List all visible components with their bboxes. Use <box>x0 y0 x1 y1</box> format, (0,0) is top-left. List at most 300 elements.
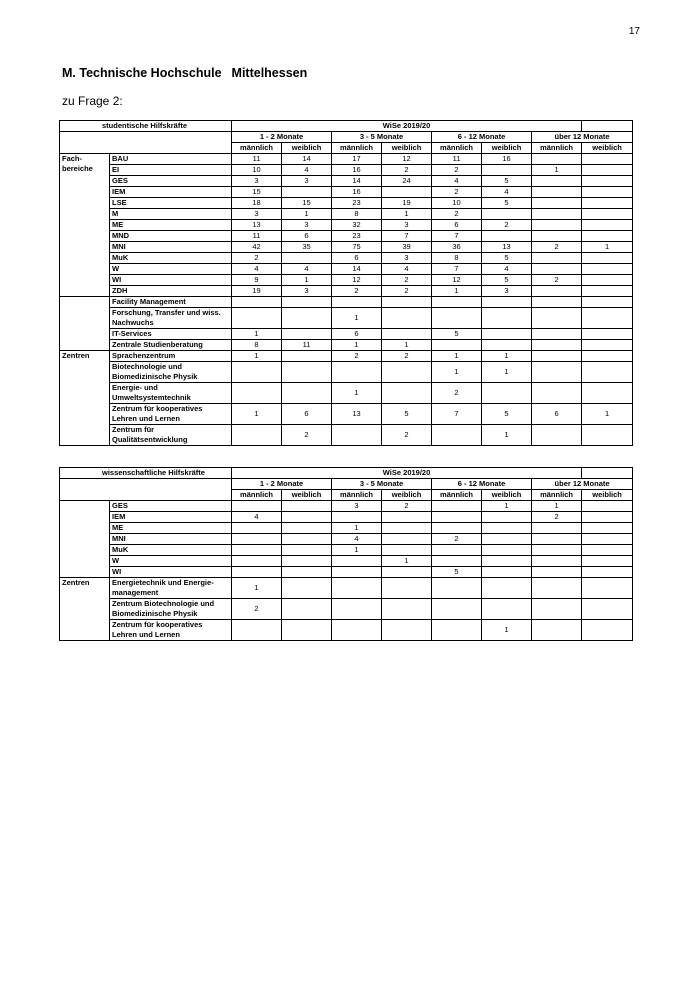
value-cell: 39 <box>382 242 432 253</box>
value-cell <box>282 329 332 340</box>
value-cell <box>232 425 282 446</box>
value-cell: 5 <box>482 198 532 209</box>
value-cell: 2 <box>432 165 482 176</box>
row-label: Zentrum Biotechnologie und Biomedizinische Physik <box>110 599 232 620</box>
period-header: 3 - 5 Monate <box>332 132 432 143</box>
group-label-line: Fach- <box>62 154 83 163</box>
value-cell: 1 <box>382 340 432 351</box>
value-cell: 2 <box>332 351 382 362</box>
value-cell <box>582 351 633 362</box>
value-cell <box>582 567 633 578</box>
value-cell: 13 <box>232 220 282 231</box>
row-label: MuK <box>110 545 232 556</box>
period-header: 6 - 12 Monate <box>432 479 532 490</box>
value-cell: 7 <box>432 404 482 425</box>
row-label: BAU <box>110 154 232 165</box>
gender-header: männlich <box>232 143 282 154</box>
value-cell <box>582 534 633 545</box>
value-cell: 5 <box>482 176 532 187</box>
group-label-line: Zentren <box>62 351 90 360</box>
row-label: MNI <box>110 534 232 545</box>
value-cell <box>482 308 532 329</box>
value-cell: 5 <box>432 329 482 340</box>
value-cell <box>382 329 432 340</box>
value-cell <box>482 329 532 340</box>
value-cell <box>532 523 582 534</box>
value-cell <box>532 425 582 446</box>
value-cell <box>532 340 582 351</box>
value-cell: 15 <box>282 198 332 209</box>
value-cell <box>482 297 532 308</box>
value-cell: 3 <box>382 253 432 264</box>
value-cell <box>382 187 432 198</box>
value-cell: 2 <box>232 253 282 264</box>
value-cell <box>282 556 332 567</box>
value-cell: 32 <box>332 220 382 231</box>
value-cell: 19 <box>382 198 432 209</box>
value-cell: 2 <box>382 275 432 286</box>
value-cell <box>482 523 532 534</box>
table-row <box>60 425 633 446</box>
row-label: WI <box>110 275 232 286</box>
row-label: ME <box>110 523 232 534</box>
value-cell: 2 <box>332 286 382 297</box>
value-cell: 11 <box>232 154 282 165</box>
table-row <box>60 286 633 297</box>
value-cell <box>332 567 382 578</box>
value-cell: 24 <box>382 176 432 187</box>
value-cell: 42 <box>232 242 282 253</box>
value-cell: 19 <box>232 286 282 297</box>
table-row <box>60 308 633 329</box>
value-cell <box>282 523 332 534</box>
value-cell: 17 <box>332 154 382 165</box>
value-cell <box>382 308 432 329</box>
value-cell <box>482 340 532 351</box>
row-label: IT-Services <box>110 329 232 340</box>
value-cell: 1 <box>482 501 532 512</box>
value-cell <box>482 599 532 620</box>
value-cell: 5 <box>432 567 482 578</box>
row-label: GES <box>110 501 232 512</box>
table-row <box>60 297 633 308</box>
value-cell <box>282 501 332 512</box>
table-row <box>60 599 633 620</box>
period-header: über 12 Monate <box>532 479 633 490</box>
value-cell <box>582 187 633 198</box>
value-cell: 1 <box>332 523 382 534</box>
value-cell <box>532 556 582 567</box>
value-cell <box>582 154 633 165</box>
table-row <box>60 176 633 187</box>
value-cell: 10 <box>432 198 482 209</box>
table-row <box>60 523 633 534</box>
value-cell <box>582 176 633 187</box>
value-cell <box>332 425 382 446</box>
row-label: Zentrum für kooperatives Lehren und Lernen <box>110 404 232 425</box>
value-cell: 3 <box>282 286 332 297</box>
value-cell: 1 <box>532 165 582 176</box>
value-cell <box>532 297 582 308</box>
value-cell <box>582 308 633 329</box>
value-cell: 1 <box>532 501 582 512</box>
row-label: Energietechnik und Energie- management <box>110 578 232 599</box>
value-cell <box>282 599 332 620</box>
value-cell: 1 <box>482 425 532 446</box>
value-cell <box>232 297 282 308</box>
value-cell: 2 <box>532 512 582 523</box>
page-number: 17 <box>628 26 640 37</box>
value-cell: 1 <box>282 275 332 286</box>
value-cell: 5 <box>482 404 532 425</box>
value-cell: 2 <box>232 599 282 620</box>
gender-header: weiblich <box>282 490 332 501</box>
value-cell <box>282 297 332 308</box>
table-row <box>60 404 633 425</box>
value-cell <box>382 534 432 545</box>
value-cell <box>532 286 582 297</box>
value-cell: 4 <box>232 264 282 275</box>
row-label: WI <box>110 567 232 578</box>
value-cell: 1 <box>332 340 382 351</box>
period-header: 1 - 2 Monate <box>232 132 332 143</box>
value-cell: 5 <box>482 275 532 286</box>
value-cell: 18 <box>232 198 282 209</box>
value-cell <box>382 512 432 523</box>
table-row <box>60 329 633 340</box>
table-row <box>60 362 633 383</box>
value-cell <box>482 383 532 404</box>
value-cell <box>432 545 482 556</box>
value-cell <box>532 534 582 545</box>
value-cell <box>382 297 432 308</box>
student-assistants-table <box>59 120 633 446</box>
value-cell: 8 <box>332 209 382 220</box>
table-title: studentische Hilfskräfte <box>60 121 232 132</box>
value-cell: 6 <box>332 329 382 340</box>
value-cell <box>332 578 382 599</box>
value-cell <box>582 501 633 512</box>
value-cell <box>582 523 633 534</box>
value-cell <box>432 512 482 523</box>
value-cell: 1 <box>582 242 633 253</box>
table-row <box>60 578 633 599</box>
value-cell: 14 <box>332 264 382 275</box>
table-row <box>60 545 633 556</box>
period-header-row <box>60 479 633 490</box>
value-cell <box>532 220 582 231</box>
value-cell: 2 <box>432 209 482 220</box>
row-label: MNI <box>110 242 232 253</box>
row-label: Forschung, Transfer und wiss. Nachwuchs <box>110 308 232 329</box>
value-cell: 3 <box>382 220 432 231</box>
value-cell <box>482 165 532 176</box>
value-cell <box>382 362 432 383</box>
value-cell <box>432 556 482 567</box>
value-cell <box>582 599 633 620</box>
value-cell: 6 <box>432 220 482 231</box>
value-cell: 3 <box>282 176 332 187</box>
table-row <box>60 209 633 220</box>
value-cell <box>232 308 282 329</box>
value-cell <box>232 501 282 512</box>
value-cell: 6 <box>332 253 382 264</box>
value-cell <box>232 545 282 556</box>
value-cell <box>532 383 582 404</box>
value-cell <box>532 362 582 383</box>
value-cell <box>482 556 532 567</box>
value-cell: 2 <box>482 220 532 231</box>
table-row <box>60 383 633 404</box>
value-cell <box>382 523 432 534</box>
value-cell <box>382 599 432 620</box>
value-cell: 7 <box>382 231 432 242</box>
page-title-institution: M. Technische Hochschule <box>62 66 222 80</box>
value-cell: 13 <box>482 242 532 253</box>
row-label: ME <box>110 220 232 231</box>
value-cell <box>582 340 633 351</box>
value-cell: 1 <box>332 383 382 404</box>
value-cell <box>582 578 633 599</box>
gender-header: männlich <box>232 490 282 501</box>
value-cell: 8 <box>232 340 282 351</box>
value-cell <box>382 567 432 578</box>
value-cell <box>232 523 282 534</box>
value-cell <box>482 567 532 578</box>
value-cell: 1 <box>232 404 282 425</box>
value-cell <box>432 599 482 620</box>
period-header-row <box>60 132 633 143</box>
value-cell <box>532 264 582 275</box>
value-cell: 15 <box>232 187 282 198</box>
value-cell <box>282 383 332 404</box>
row-label: MuK <box>110 253 232 264</box>
value-cell <box>282 545 332 556</box>
value-cell: 12 <box>432 275 482 286</box>
value-cell: 4 <box>332 534 382 545</box>
value-cell <box>382 383 432 404</box>
row-label: Facility Management <box>110 297 232 308</box>
table-row <box>60 275 633 286</box>
value-cell: 11 <box>232 231 282 242</box>
value-cell <box>482 545 532 556</box>
table-row <box>60 512 633 523</box>
value-cell <box>582 220 633 231</box>
value-cell: 16 <box>482 154 532 165</box>
table-header-row <box>60 468 633 479</box>
row-label: IEM <box>110 512 232 523</box>
value-cell: 4 <box>282 264 332 275</box>
value-cell: 1 <box>332 308 382 329</box>
table-row <box>60 231 633 242</box>
value-cell: 14 <box>332 176 382 187</box>
value-cell <box>282 362 332 383</box>
value-cell: 8 <box>432 253 482 264</box>
gender-header: weiblich <box>482 143 532 154</box>
gender-header: weiblich <box>482 490 532 501</box>
value-cell: 3 <box>232 176 282 187</box>
value-cell: 3 <box>482 286 532 297</box>
page-title <box>62 66 307 80</box>
value-cell: 3 <box>282 220 332 231</box>
value-cell <box>282 578 332 599</box>
row-label: Sprachenzentrum <box>110 351 232 362</box>
gender-header: weiblich <box>582 490 633 501</box>
value-cell: 2 <box>432 534 482 545</box>
value-cell <box>382 578 432 599</box>
value-cell <box>482 512 532 523</box>
value-cell: 2 <box>382 425 432 446</box>
value-cell <box>532 187 582 198</box>
value-cell <box>532 545 582 556</box>
value-cell: 2 <box>382 165 432 176</box>
row-label: IEM <box>110 187 232 198</box>
value-cell <box>532 329 582 340</box>
value-cell <box>432 308 482 329</box>
row-label: LSE <box>110 198 232 209</box>
value-cell: 3 <box>232 209 282 220</box>
row-label: Energie- und Umweltsystemtechnik <box>110 383 232 404</box>
semester-header: WiSe 2019/20 <box>232 468 582 479</box>
table-row <box>60 567 633 578</box>
table-row <box>60 165 633 176</box>
value-cell: 2 <box>382 501 432 512</box>
group-label-zentren <box>60 351 110 446</box>
period-header: 6 - 12 Monate <box>432 132 532 143</box>
row-label: Zentrale Studienberatung <box>110 340 232 351</box>
value-cell <box>582 297 633 308</box>
page-title-location: Mittelhessen <box>231 66 308 80</box>
gender-header: männlich <box>532 143 582 154</box>
value-cell <box>532 176 582 187</box>
value-cell: 1 <box>482 362 532 383</box>
value-cell: 7 <box>432 264 482 275</box>
value-cell <box>582 329 633 340</box>
period-header: über 12 Monate <box>532 132 633 143</box>
table-row <box>60 220 633 231</box>
value-cell: 1 <box>332 545 382 556</box>
value-cell: 7 <box>432 231 482 242</box>
value-cell <box>482 231 532 242</box>
value-cell <box>582 556 633 567</box>
gender-header: männlich <box>332 490 382 501</box>
value-cell: 6 <box>282 231 332 242</box>
value-cell <box>232 556 282 567</box>
value-cell <box>532 578 582 599</box>
value-cell <box>332 556 382 567</box>
value-cell <box>382 620 432 641</box>
value-cell <box>282 308 332 329</box>
value-cell <box>532 198 582 209</box>
value-cell: 4 <box>432 176 482 187</box>
table-header-row <box>60 121 633 132</box>
value-cell <box>432 340 482 351</box>
value-cell <box>282 620 332 641</box>
value-cell <box>532 599 582 620</box>
row-label: M <box>110 209 232 220</box>
value-cell <box>532 231 582 242</box>
value-cell: 23 <box>332 198 382 209</box>
value-cell: 1 <box>382 209 432 220</box>
value-cell <box>532 253 582 264</box>
gender-header: männlich <box>432 490 482 501</box>
value-cell: 2 <box>532 275 582 286</box>
value-cell <box>282 534 332 545</box>
value-cell <box>232 567 282 578</box>
research-assistants-table <box>59 467 633 641</box>
gender-header: weiblich <box>382 143 432 154</box>
row-label: EI <box>110 165 232 176</box>
value-cell <box>532 154 582 165</box>
value-cell: 16 <box>332 187 382 198</box>
table-row <box>60 340 633 351</box>
value-cell: 11 <box>282 340 332 351</box>
gender-header: weiblich <box>282 143 332 154</box>
value-cell: 16 <box>332 165 382 176</box>
row-label: Zentrum für Qualitätsentwicklung <box>110 425 232 446</box>
semester-header: WiSe 2019/20 <box>232 121 582 132</box>
row-label: W <box>110 264 232 275</box>
value-cell: 4 <box>482 264 532 275</box>
value-cell: 12 <box>382 154 432 165</box>
value-cell <box>582 512 633 523</box>
value-cell <box>332 297 382 308</box>
value-cell <box>482 209 532 220</box>
value-cell: 4 <box>482 187 532 198</box>
table-row <box>60 198 633 209</box>
value-cell: 1 <box>482 620 532 641</box>
value-cell: 23 <box>332 231 382 242</box>
value-cell <box>582 231 633 242</box>
row-label: GES <box>110 176 232 187</box>
table-row <box>60 620 633 641</box>
value-cell <box>582 362 633 383</box>
value-cell: 1 <box>382 556 432 567</box>
value-cell: 1 <box>432 362 482 383</box>
value-cell <box>582 620 633 641</box>
value-cell: 35 <box>282 242 332 253</box>
value-cell <box>482 534 532 545</box>
group-label-line: Zentren <box>62 578 90 587</box>
value-cell <box>532 308 582 329</box>
gender-header-row <box>60 490 633 501</box>
value-cell: 75 <box>332 242 382 253</box>
value-cell <box>432 501 482 512</box>
gender-header: weiblich <box>582 143 633 154</box>
value-cell <box>432 523 482 534</box>
value-cell: 9 <box>232 275 282 286</box>
value-cell <box>582 198 633 209</box>
group-label-zentren <box>60 578 110 641</box>
value-cell: 4 <box>282 165 332 176</box>
value-cell: 12 <box>332 275 382 286</box>
value-cell: 2 <box>282 425 332 446</box>
value-cell <box>332 512 382 523</box>
gender-header: männlich <box>432 143 482 154</box>
value-cell: 5 <box>482 253 532 264</box>
group-label-line: bereiche <box>62 164 93 173</box>
value-cell <box>282 567 332 578</box>
row-label: ZDH <box>110 286 232 297</box>
value-cell <box>332 362 382 383</box>
table-row <box>60 534 633 545</box>
value-cell: 10 <box>232 165 282 176</box>
value-cell: 6 <box>282 404 332 425</box>
value-cell: 4 <box>232 512 282 523</box>
value-cell: 5 <box>382 404 432 425</box>
value-cell <box>282 187 332 198</box>
table-row <box>60 242 633 253</box>
